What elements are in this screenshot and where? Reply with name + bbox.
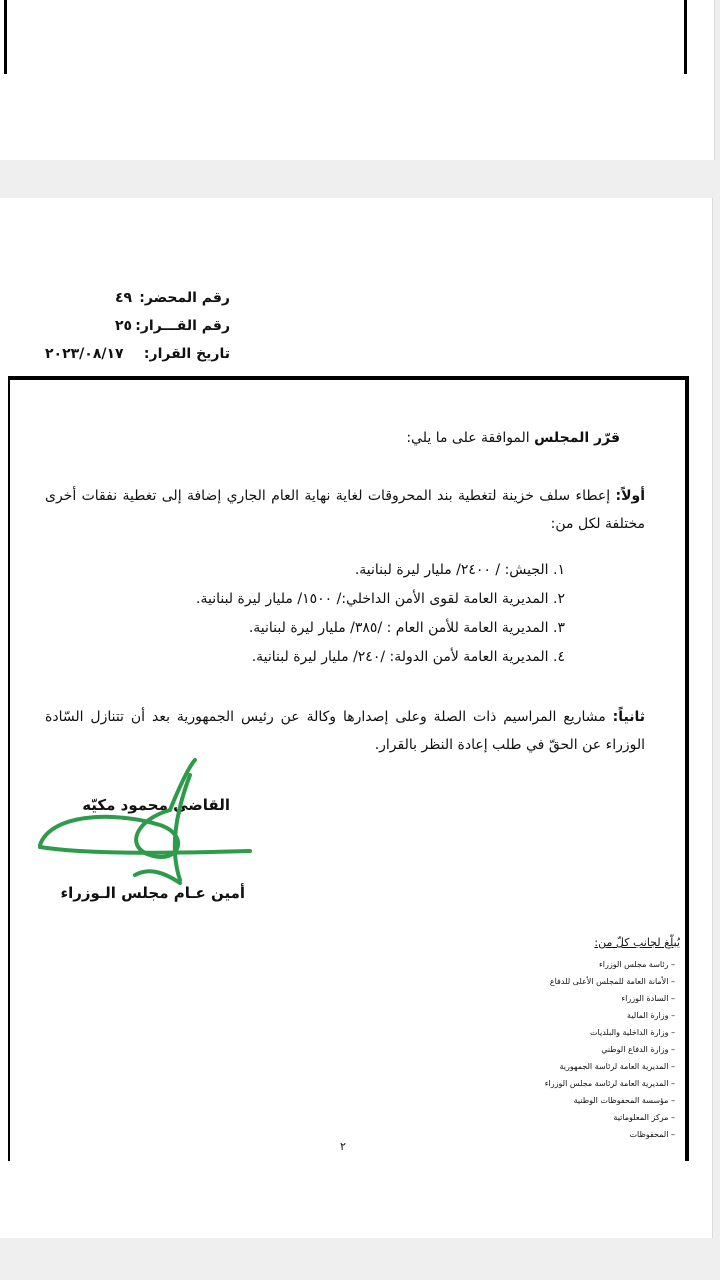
allocation-item: ٢. المديرية العامة لقوى الأمن الداخلي:/ ١٥٠٠/ مليار ليرة لبنانية. [196, 591, 565, 607]
distribution-recipient: – المديرية العامة لرئاسة الجمهورية [559, 1062, 675, 1071]
distribution-recipient: – وزارة الدفاع الوطني [601, 1045, 675, 1054]
distribution-recipient: – السادة الوزراء [621, 994, 675, 1003]
clause-second-text: مشاريع المراسيم ذات الصلة وعلى إصدارها وكالة عن رئيس الجمهورية بعد أن تتنازل السّادة الوزراء عن الحقّ في طلب إعادة النظر بالقرار. [45, 709, 645, 753]
previous-page-fragment [0, 0, 715, 160]
clause-first-label: أولاً: [615, 488, 645, 504]
decision-intro [406, 430, 620, 446]
minutes-number-value: ٤٩ [115, 290, 133, 306]
distribution-recipient: – وزارة الداخلية والبلديات [590, 1028, 675, 1037]
page-border-right [684, 0, 687, 74]
distribution-heading: يُبلّغ لجانب كلّ من: [594, 936, 680, 949]
distribution-recipient: – مركز المعلوماتية [613, 1113, 675, 1122]
clause-first-text: إعطاء سلف خزينة لتغطية بند المحروقات لغاية نهاية العام الجاري إضافة إلى تغطية نفقات أخرى مختلفة لكل من: [45, 488, 645, 532]
frame-top-border [8, 376, 689, 380]
page-border-left [4, 0, 7, 74]
allocation-item: ٣. المديرية العامة للأمن العام : /٣٨٥/ مليار ليرة لبنانية. [248, 620, 565, 636]
intro-rest: الموافقة على ما يلي: [406, 430, 535, 446]
handwritten-signature [30, 755, 260, 895]
decision-date-value: ٢٠٢٣/٠٨/١٧ [45, 346, 124, 362]
distribution-recipient: – مؤسسة المحفوظات الوطنية [573, 1096, 675, 1105]
distribution-recipient: – الأمانة العامة للمجلس الأعلى للدفاع [549, 977, 675, 986]
frame-left-border [8, 376, 10, 1161]
clause-second-label: ثانياً: [612, 709, 645, 725]
frame-right-border [685, 376, 689, 1161]
decision-date-label: تاريخ القرار: [143, 346, 230, 362]
distribution-list [545, 956, 675, 1143]
page-number: ٢ [340, 1140, 346, 1153]
distribution-recipient: – المحفوظات [629, 1130, 675, 1139]
signatory-title: أمين عـام مجلس الـوزراء [60, 884, 245, 902]
distribution-recipient: – وزارة المالية [627, 1011, 675, 1020]
signatory-name: القاضي محمود مكيّه [82, 796, 230, 814]
allocation-item: ٤. المديرية العامة لأمن الدولة: /٢٤٠/ مليار ليرة لبنانية. [251, 649, 565, 665]
minutes-number-label: رقم المحضر: [139, 290, 230, 306]
distribution-recipient: – المديرية العامة لرئاسة مجلس الوزراء [544, 1079, 675, 1088]
decision-number-label: رقم القـــرار: [135, 318, 230, 334]
distribution-recipient: – رئاسة مجلس الوزراء [599, 960, 675, 969]
intro-bold: قرّر المجلس [534, 430, 620, 446]
decision-number-value: ٢٥ [115, 318, 133, 334]
clause-second [45, 703, 645, 759]
clause-first [45, 482, 645, 538]
allocation-item: ١. الجيش: / ٢٤٠٠/ مليار ليرة لبنانية. [354, 562, 565, 578]
